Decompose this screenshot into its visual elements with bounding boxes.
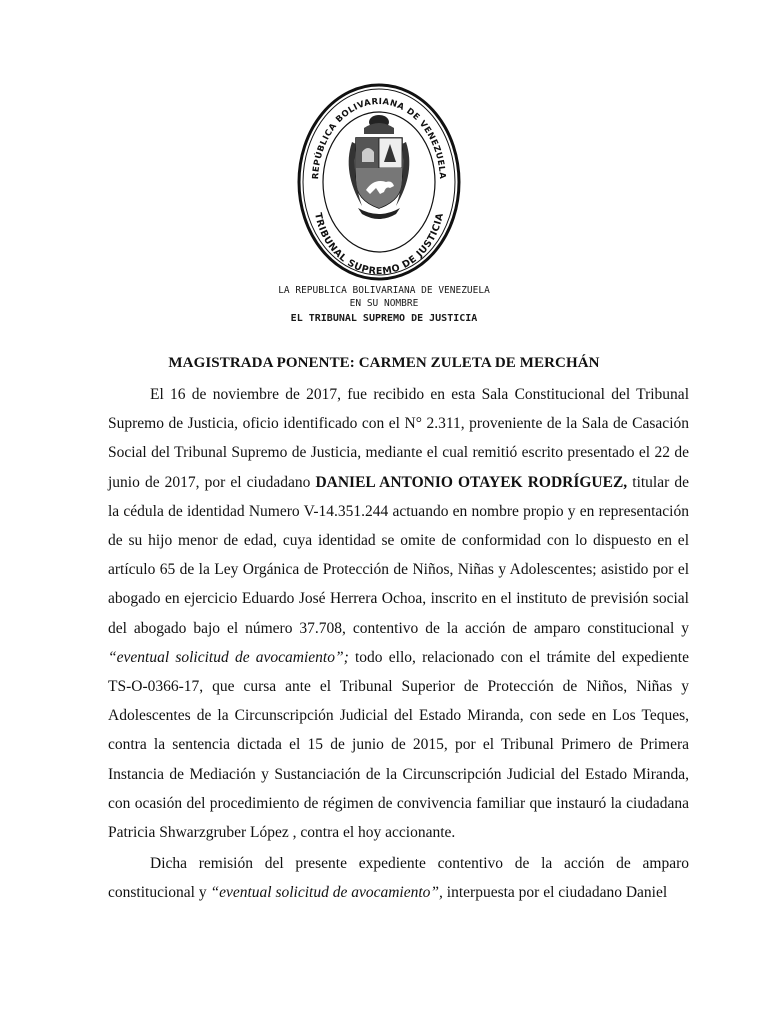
court-header [0, 284, 768, 325]
p1-text-b: titular de la cédula de identidad Numero V-14.351.244 actuando en nombre propio y en representación de su hijo menor de edad, cuya identidad se omite de conformidad con lo dispuesto en el artículo 65 de la Ley Orgánica de Protección de Niños, Niñas y Adolescentes; asistido por el abogado en ejercicio Eduardo José Herrera Ochoa, inscrito en el instituto de previsión social del abogado bajo el número 37.708, contentivo de la acción de amparo constitucional y [108, 473, 689, 637]
header-line-republic: LA REPUBLICA BOLIVARIANA DE VENEZUELA [278, 285, 490, 296]
p1-text-a: El 16 de noviembre de 2017, fue recibido en esta Sala Constitucional del Tribunal Supremo de Justicia, oficio identificado con el N° 2.311, proveniente de la Sala de Casación Social del Tribunal Supremo de Justicia, mediante el cual remitió escrito presentado el 22 de junio de 2017, por el ciudadano [108, 386, 689, 491]
seal-ring-top-text: REPÚBLICA BOLIVARIANA DE VENEZUELA [310, 96, 448, 180]
p1-text-c: todo ello, relacionado con el trámite del expediente TS-O-0366-17, que cursa ante el Tribunal Superior de Protección de Niños, Niñas y Adolescentes de la Circunscripción Judicial del Estado Miranda, con sede en Los Teques, contra la sentencia dictada el 15 de junio de 2015, por el Tribunal Primero de Primera Instancia de Mediación y Sustanciación de la Circunscripción Judicial del Estado Miranda, con ocasión del procedimiento de régimen de convivencia familiar que instauró la ciudadana Patricia Shwarzgruber López , contra el hoy accionante. [108, 648, 689, 842]
tsj-seal-logo [296, 82, 462, 282]
magistrada-ponente-heading: MAGISTRADA PONENTE: CARMEN ZULETA DE MERCHÁN [168, 355, 600, 371]
header-line-name: EN SU NOMBRE [349, 298, 419, 309]
p2-quote: “eventual solicitud de avocamiento”, [210, 884, 443, 902]
paragraph-1 [108, 380, 689, 847]
document-body [108, 380, 689, 908]
p2-text-a: Dicha remisión del presente expediente contentivo de la acción de amparo constitucional y [108, 855, 689, 902]
paragraph-2 [108, 849, 689, 907]
seal-ring-bottom-text: TRIBUNAL SUPREMO DE JUSTICIA [312, 211, 446, 278]
header-line-tribunal: EL TRIBUNAL SUPREMO DE JUSTICIA [290, 313, 478, 324]
p1-quote: “eventual solicitud de avocamiento”; [108, 648, 349, 666]
p2-text-b: interpuesta por el ciudadano Daniel [442, 884, 668, 902]
p1-name: DANIEL ANTONIO OTAYEK RODRÍGUEZ, [315, 473, 628, 491]
